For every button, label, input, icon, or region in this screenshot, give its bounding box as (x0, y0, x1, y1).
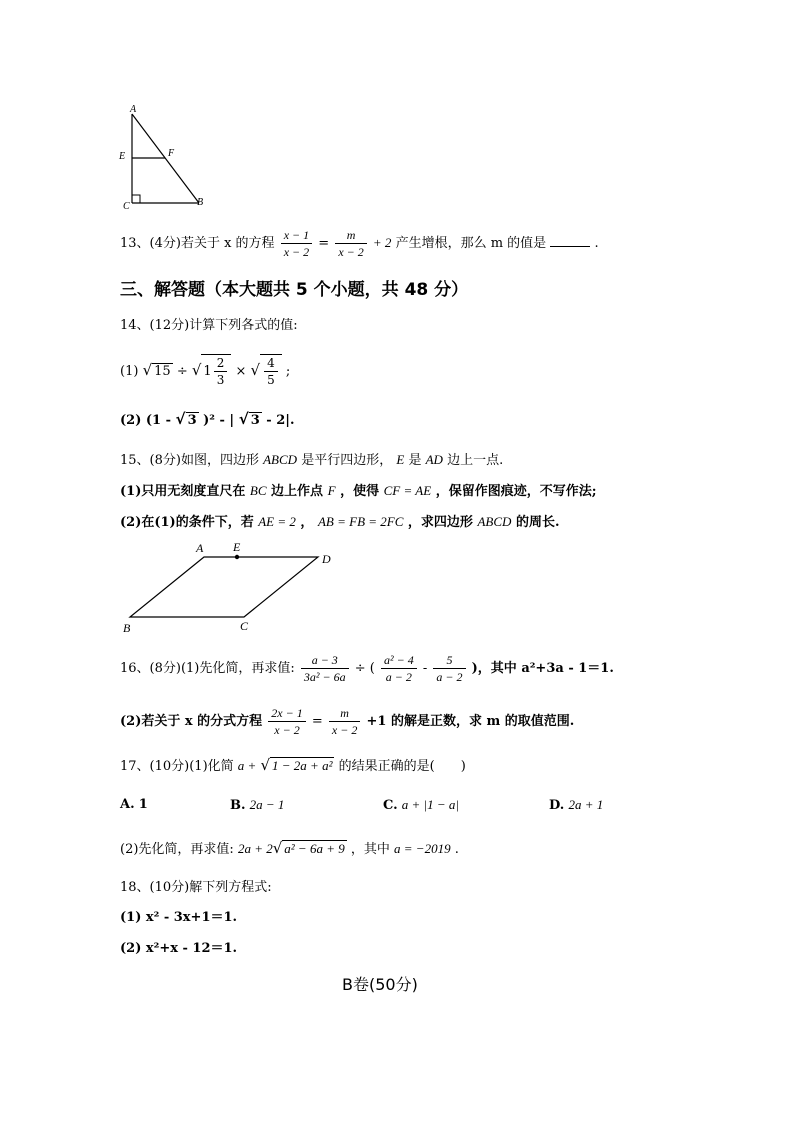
q15-abcd2: ABCD (477, 514, 512, 529)
q14-p1-end: ; (285, 364, 291, 379)
q17-cond: a = −2019 (394, 841, 451, 856)
q17-p1-a: 17、(10分)(1)化简 (120, 759, 234, 774)
q17-radicand2: a² − 6a + 9 (284, 841, 345, 856)
q17-p2-end: . (454, 842, 459, 857)
q13-fraction-1 (281, 227, 312, 260)
q15-p1-a: (1)只用无刻度直尺在 (120, 484, 246, 499)
q13-frac2-num: m (335, 227, 366, 244)
q16-g2-num: m (329, 705, 360, 722)
q16-g2-den: x − 2 (331, 723, 358, 737)
q16-f1-den: 3a² − 6a (303, 670, 346, 684)
label-E: E (119, 151, 126, 162)
q15-abcd: ABCD (263, 452, 298, 467)
q14-p1-label: (1) (120, 364, 139, 379)
q13-fraction-2 (335, 227, 366, 260)
q16-f2-num: a² − 4 (381, 652, 417, 669)
option-text: a + |1 − a| (401, 797, 459, 812)
q15-stem-d: 边上一点. (447, 453, 504, 468)
para-label-E: E (233, 540, 241, 554)
q14-stem: 14、(12分)计算下列各式的值: (120, 318, 298, 333)
q15-p2-d: 的周长. (515, 515, 560, 530)
q13-suffix: 产生增根，那么 m 的值是 (395, 236, 547, 251)
q14-div: ÷ (176, 364, 188, 379)
q14-mixed-num: 2 (214, 355, 228, 372)
q14-part-2 (120, 410, 295, 428)
q16-f2 (381, 652, 417, 685)
q14-p2-label: (2) (120, 413, 142, 428)
q14-p2-b: )² - | (203, 413, 235, 428)
q13-answer-blank[interactable] (550, 234, 590, 247)
label-B: B (197, 197, 204, 208)
q18-part-1: (1) x² - 3x+1＝1. (120, 910, 238, 925)
q17-p2-a: (2)先化简，再求值: (120, 842, 234, 857)
q17-option-a[interactable] (120, 797, 148, 812)
q17-option-d[interactable] (549, 797, 603, 813)
q14-sqrt-frac (260, 354, 282, 388)
q15-p2-b: ， (300, 515, 314, 530)
q16-part-2 (120, 703, 574, 741)
label-F: F (168, 148, 175, 159)
q16-g2 (329, 705, 360, 738)
q13-frac2-den: x − 2 (338, 245, 364, 259)
q15-p1-d: ，保留作图痕迹，不写作法; (435, 484, 597, 499)
para-label-C: C (240, 619, 249, 633)
q14-p2-sqrt3b: 3 (250, 413, 260, 428)
q13-plus: + 2 (372, 235, 392, 250)
q16-f3-num: 5 (433, 652, 465, 669)
q17-option-b[interactable] (230, 797, 284, 813)
para-label-A: A (196, 541, 204, 555)
q14-frac-num: 4 (264, 355, 278, 372)
q14-part-1 (120, 350, 290, 392)
q13-equals: = (318, 236, 330, 251)
q14-p2-sqrt3a: 3 (187, 413, 197, 428)
option-text: 2a − 1 (249, 797, 285, 812)
q16-g1-num: 2x − 1 (268, 705, 305, 722)
q15-p1-c: ，使得 (340, 484, 380, 499)
q15-stem (120, 449, 503, 468)
q15-part-2 (120, 511, 559, 530)
sqrt-symbol: √ (238, 410, 249, 428)
q15-ab-fb: AB = FB = 2FC (317, 514, 404, 529)
q13-frac1-num: x − 1 (281, 227, 312, 244)
q16-f1 (301, 652, 349, 685)
q14-mixed-whole: 1 (203, 364, 212, 379)
sqrt-symbol: √ (260, 756, 271, 774)
sqrt-symbol: √ (142, 361, 153, 379)
q16-f1-num: a − 3 (301, 652, 349, 669)
option-label: A. (120, 797, 135, 812)
q17-p1-b: 的结果正确的是( ) (338, 759, 466, 774)
q15-p2-a: (2)在(1)的条件下，若 (120, 515, 254, 530)
sqrt-symbol: √ (191, 361, 202, 379)
para-label-D: D (322, 552, 331, 566)
para-label-B: B (123, 621, 131, 635)
q13-frac1-den: x − 2 (283, 245, 310, 259)
q15-stem-a: 15、(8分)如图，四边形 (120, 453, 259, 468)
q17-expr-a: a + (237, 758, 257, 773)
q14-sqrt15: 15 (154, 364, 171, 379)
q16-part-1 (120, 650, 614, 688)
option-text: 1 (138, 797, 148, 812)
parallelogram-figure (120, 545, 330, 630)
q15-cf-ae: CF = AE (383, 483, 432, 498)
q16-f3 (433, 652, 465, 685)
q15-stem-c: 是 (408, 453, 422, 468)
q13-end: . (594, 236, 599, 251)
label-A: A (130, 104, 137, 115)
q16-p1-b: )，其中 a²+3a - 1＝1. (471, 661, 614, 676)
q16-eq: = (311, 714, 323, 729)
q18-part-2: (2) x²+x - 12＝1. (120, 941, 238, 956)
q17-p2-b: ，其中 (350, 842, 390, 857)
q15-ad: AD (425, 452, 443, 467)
q14-mixed-den: 3 (216, 373, 225, 387)
q16-g1-den: x − 2 (274, 723, 300, 737)
question-13 (120, 225, 599, 262)
q15-stem-b: 是平行四边形， (301, 453, 393, 468)
q18-stem: 18、(10分)解下列方程式: (120, 880, 272, 895)
q15-p2-c: ，求四边形 (407, 515, 473, 530)
q14-frac (264, 355, 278, 388)
q17-expr2-a: 2a + 2 (237, 841, 273, 856)
q16-p1-a: 16、(8分)(1)先化简，再求值: (120, 661, 295, 676)
sqrt-symbol: √ (175, 410, 186, 428)
q14-p2-a: (1 - (145, 413, 172, 428)
q17-radicand: 1 − 2a + a² (272, 758, 333, 773)
q15-bc: BC (249, 483, 267, 498)
q17-part-2 (120, 838, 459, 857)
q15-ae2: AE = 2 (258, 514, 296, 529)
q14-p2-c: - 2|. (266, 413, 295, 428)
label-C: C (123, 201, 130, 212)
q16-g1 (268, 705, 305, 738)
q15-p1-b: 边上作点 (271, 484, 324, 499)
q15-part-1 (120, 480, 597, 499)
q14-frac-den: 5 (267, 373, 275, 387)
option-text: 2a + 1 (568, 797, 604, 812)
q17-part-1 (120, 755, 466, 774)
sqrt-symbol: √ (272, 839, 283, 857)
section-b-title: B卷(50分) (342, 975, 418, 994)
q16-div: ÷ ( (354, 661, 375, 676)
q16-p2-a: (2)若关于 x 的分式方程 (120, 714, 263, 729)
q14-times: × (235, 364, 247, 379)
option-label: C. (383, 798, 398, 813)
q17-option-c[interactable] (383, 797, 459, 813)
option-label: B. (230, 798, 246, 813)
option-label: D. (549, 798, 565, 813)
sqrt-symbol: √ (250, 361, 261, 379)
q15-e: E (396, 452, 405, 467)
q14-sqrt-mixed (201, 354, 231, 388)
q16-minus: - (422, 661, 428, 676)
q15-f: F (327, 483, 336, 498)
q14-mixed-frac (214, 355, 228, 388)
q16-p2-b: +1 的解是正数，求 m 的取值范围. (366, 714, 575, 729)
q16-f3-den: a − 2 (436, 670, 463, 684)
section-3-title: 三、解答题（本大题共 5 个小题，共 48 分） (120, 280, 469, 300)
q13-prefix: 13、(4分)若关于 x 的方程 (120, 236, 275, 251)
q16-f2-den: a − 2 (385, 670, 412, 684)
